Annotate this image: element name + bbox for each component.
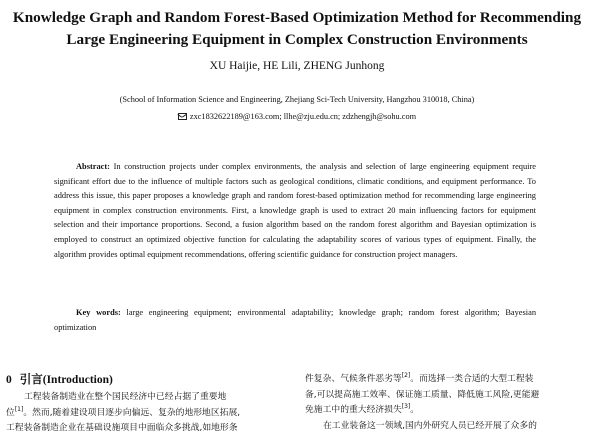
keywords-label: Key words: (76, 308, 121, 317)
body-line: 件复杂、气候条件恶劣等[2]。而选择一类合适的大型工程装 (305, 372, 534, 384)
abstract-label: Abstract: (76, 162, 110, 171)
body-column-left (6, 372, 274, 437)
citation-ref[interactable]: [3] (401, 403, 411, 411)
citation-ref[interactable]: [1] (14, 405, 24, 413)
paper-title-line-2: Large Engineering Equipment in Complex Construction Environments (66, 31, 528, 48)
body-line: 工程装备制造企业在基础设施项目中面临众多挑战,如地形条 (6, 423, 238, 434)
body-line: 免施工中的重大经济损失[3]。 (305, 403, 420, 416)
abstract-text: In construction projects under complex environments, the analysis and selection of large engineering equipment require significant effort due to the influence of multiple factors such as geological conditions, climatic conditions, and equipment performance. To address this issue, this paper proposes a knowledge graph and random forest-based optimization method for recommending large engineering equipment in complex construction environments. First, a knowledge graph is used to extract 20 main influencing factors for equipment selection and their importance proportions. Second, a fusion algorithm based on the random forest algorithm and Bayesian optimization is employed to construct an optimized objective function for calculating the adaptability scores of various types of equipment. Finally, the algorithm provides optimal equipment recommendations, offering scientific guidance for construction project managers. (54, 162, 536, 259)
abstract (54, 160, 536, 262)
citation-ref[interactable]: [2] (401, 372, 411, 380)
body-column-right (305, 372, 573, 434)
body-line: 工程装备制造业在整个国民经济中已经占据了重要地 (24, 392, 227, 402)
keywords (54, 306, 536, 335)
body-line: 在工业装备这一领域,国内外研究人员已经开展了众多的 (323, 420, 537, 431)
email-addresses: zxc1832622189@163.com; llhe@zju.edu.cn; zdzhengjh@sohu.com (189, 112, 417, 121)
mail-icon (178, 113, 187, 120)
email-line (0, 111, 594, 123)
section-number: 0 (6, 374, 12, 386)
affiliation: (School of Information Science and Engineering, Zhejiang Sci-Tech University, Hangzhou 310018, China) (119, 95, 475, 104)
section-title: 引言(Introduction) (19, 374, 113, 386)
section-heading (6, 372, 274, 388)
paper-title-line-1: Knowledge Graph and Random Forest-Based Optimization Method for Recommending (12, 9, 582, 26)
keywords-text: large engineering equipment; environmental adaptability; knowledge graph; random forest algorithm; Bayesian optimization (54, 308, 537, 332)
body-line: 备,可以提高施工效率、保证施工质量、降低施工风险,更能避 (305, 389, 540, 400)
body-line: 位[1]。然而,随着建设项目逐步向偏远、复杂的地形地区拓展, (6, 405, 241, 418)
author-list: XU Haijie, HE Lili, ZHENG Junhong (209, 60, 385, 72)
